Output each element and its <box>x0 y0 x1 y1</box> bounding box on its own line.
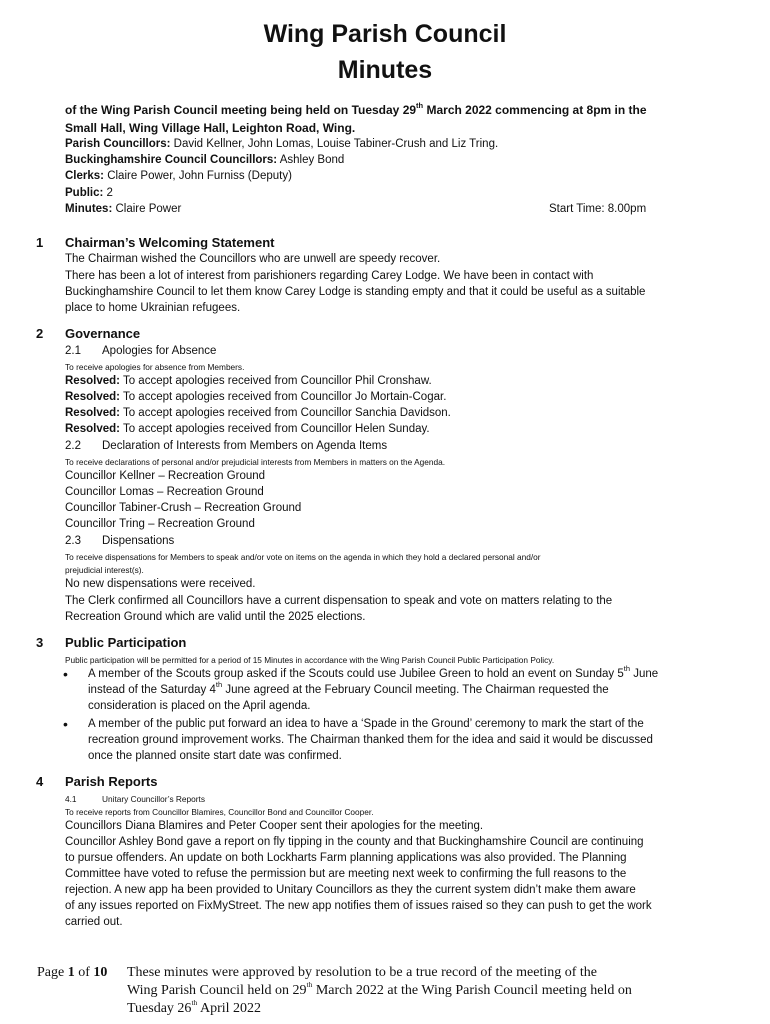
paragraph-line: Councillors Diana Blamires and Peter Cooper sent their apologies for the meeting. <box>65 820 484 832</box>
bullet-line: once the planned onsite start date was confirmed. <box>88 750 342 762</box>
section-heading-1: Chairman’s Welcoming Statement <box>65 235 275 250</box>
subsection-title: Declaration of Interests from Members on Agenda Items <box>102 440 388 452</box>
bullet-icon: • <box>63 716 68 732</box>
paragraph-line: Recreation Ground which are valid until the 2025 elections. <box>65 611 366 623</box>
paragraph-line: Councillor Ashley Bond gave a report on fly tipping in the county and that Buckinghamshire Council are continuing <box>65 836 644 848</box>
section-number-2: 2 <box>36 326 44 341</box>
section-number-3: 3 <box>36 635 44 650</box>
agenda-note: Public participation will be permitted for a period of 15 Minutes in accordance with the Wing Parish Council Public Participation Policy. <box>65 655 555 665</box>
section-heading-2: Governance <box>65 326 141 341</box>
paragraph-line: Buckinghamshire Council to let them know Carey Lodge is standing empty and that it could be useful as a suitable <box>65 286 646 298</box>
bullet-line: A member of the public put forward an idea to have a ‘Spade in the Ground’ ceremony to mark the start of the <box>88 718 644 730</box>
page-title: Wing Parish Council <box>263 20 507 48</box>
section-heading-3: Public Participation <box>65 635 187 650</box>
interest-line: Councillor Tring – Recreation Ground <box>65 518 255 530</box>
attendance-parish-councillors: Parish Councillors: David Kellner, John Lomas, Louise Tabiner-Crush and Liz Tring. <box>65 138 499 150</box>
agenda-note: To receive apologies for absence from Members. <box>65 362 245 372</box>
interest-line: Councillor Tabiner-Crush – Recreation Ground <box>65 502 302 514</box>
meeting-intro-line1: of the Wing Parish Council meeting being held on Tuesday 29th March 2022 commencing at 8pm in the <box>65 101 647 117</box>
approval-note-line3: Tuesday 26th April 2022 <box>127 998 262 1016</box>
paragraph-line: There has been a lot of interest from parishioners regarding Carey Lodge. We have been in contact with <box>65 270 594 282</box>
bullet-icon: • <box>63 666 68 682</box>
section-number-4: 4 <box>36 774 44 789</box>
page-number: Page 1 of 10 <box>37 965 108 980</box>
section-heading-4: Parish Reports <box>65 774 158 789</box>
paragraph-line: rejection. A new app ha been provided to Unitary Councillors as they the current system didn’t make them aware <box>65 884 636 896</box>
attendance-minutes: Minutes: Claire Power <box>65 203 182 215</box>
approval-note-line2: Wing Parish Council held on 29th March 2022 at the Wing Parish Council meeting held on <box>127 980 632 998</box>
resolution-line: Resolved: To accept apologies received from Councillor Helen Sunday. <box>65 423 430 435</box>
agenda-note: To receive declarations of personal and/or prejudicial interests from Members in matters on the Agenda. <box>65 457 446 467</box>
resolution-line: Resolved: To accept apologies received from Councillor Jo Mortain-Cogar. <box>65 391 447 403</box>
bullet-line: A member of the Scouts group asked if the Scouts could use Jubilee Green to hold an event on Sunday 5th June <box>88 664 659 680</box>
attendance-public: Public: 2 <box>65 187 113 199</box>
subsection-number: 2.2 <box>65 440 81 452</box>
paragraph-line: place to home Ukrainian refugees. <box>65 302 241 314</box>
agenda-note: To receive reports from Councillor Blamires, Councillor Bond and Councillor Cooper. <box>65 807 374 817</box>
bullet-line: consideration is placed on the April agenda. <box>88 700 311 712</box>
agenda-note: prejudicial interest(s). <box>65 565 144 575</box>
resolution-line: Resolved: To accept apologies received from Councillor Sanchia Davidson. <box>65 407 451 419</box>
paragraph-line: The Clerk confirmed all Councillors have a current dispensation to speak and vote on matters relating to the <box>65 595 613 607</box>
subsection-number: 4.1 <box>65 794 77 804</box>
subsection-number: 2.3 <box>65 535 81 547</box>
start-time: Start Time: 8.00pm <box>549 203 647 215</box>
paragraph-line: No new dispensations were received. <box>65 578 256 590</box>
section-number-1: 1 <box>36 235 44 250</box>
subsection-title: Apologies for Absence <box>102 345 217 357</box>
bullet-line: recreation ground improvement works. The Chairman thanked them for the idea and said it would be discussed <box>88 734 653 746</box>
resolution-line: Resolved: To accept apologies received from Councillor Phil Cronshaw. <box>65 375 432 387</box>
approval-note-line1: These minutes were approved by resolution to be a true record of the meeting of the <box>127 965 598 980</box>
attendance-clerks: Clerks: Claire Power, John Furniss (Deputy) <box>65 170 292 182</box>
interest-line: Councillor Kellner – Recreation Ground <box>65 470 266 482</box>
interest-line: Councillor Lomas – Recreation Ground <box>65 486 264 498</box>
page-subtitle: Minutes <box>337 56 433 84</box>
agenda-note: To receive dispensations for Members to speak and/or vote on items on the agenda in which they hold a declared personal and/or <box>65 552 541 562</box>
subsection-title: Dispensations <box>102 535 175 547</box>
meeting-intro-line2: Small Hall, Wing Village Hall, Leighton Road, Wing. <box>65 121 356 135</box>
attendance-bucks-councillors: Buckinghamshire Council Councillors: Ashley Bond <box>65 154 345 166</box>
paragraph-line: of any issues reported on FixMyStreet. The new app notifies them of issues raised so they can push to get the work <box>65 900 652 912</box>
paragraph-line: Committee have voted to refuse the permission but are meeting next week to confirming the full reasons to the <box>65 868 627 880</box>
paragraph-line: The Chairman wished the Councillors who are unwell are speedy recover. <box>65 253 441 265</box>
bullet-line: instead of the Saturday 4th June agreed at the February Council meeting. The Chairman requested the <box>88 680 609 696</box>
paragraph-line: carried out. <box>65 916 123 928</box>
subsection-title: Unitary Councillor’s Reports <box>102 794 205 804</box>
paragraph-line: to pursue offenders. An update on both Lockharts Farm planning applications was also provided. The Planning <box>65 852 627 864</box>
subsection-number: 2.1 <box>65 345 81 357</box>
